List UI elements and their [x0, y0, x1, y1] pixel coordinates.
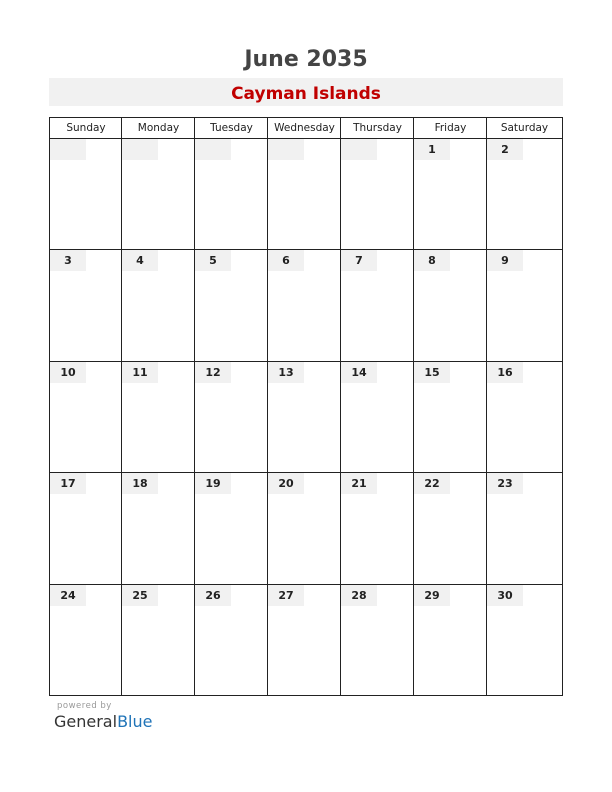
day-number: 11	[122, 362, 158, 383]
day-number: 19	[195, 473, 231, 494]
day-number: 13	[268, 362, 304, 383]
day-number	[50, 139, 86, 160]
day-cell	[195, 585, 267, 695]
day-number: 29	[414, 585, 450, 606]
day-cell	[487, 473, 561, 583]
empty-day-cell	[195, 139, 267, 249]
empty-day-cell	[341, 139, 413, 249]
day-cell	[268, 473, 340, 583]
day-number: 2	[487, 139, 523, 160]
day-cell	[50, 585, 121, 695]
day-cell	[487, 139, 561, 249]
day-cell	[50, 250, 121, 360]
day-number: 8	[414, 250, 450, 271]
day-cell	[487, 585, 561, 695]
empty-day-cell	[50, 139, 121, 249]
day-number: 20	[268, 473, 304, 494]
day-cell	[414, 250, 486, 360]
weekday-thursday: Thursday	[353, 122, 402, 134]
day-number: 3	[50, 250, 86, 271]
day-number: 10	[50, 362, 86, 383]
day-cell	[195, 362, 267, 472]
country-name: Cayman Islands	[231, 84, 381, 104]
weekday-saturday: Saturday	[500, 122, 549, 134]
day-number: 22	[414, 473, 450, 494]
day-cell	[487, 250, 561, 360]
weekday-tuesday: Tuesday	[210, 122, 253, 134]
day-number: 7	[341, 250, 377, 271]
day-number: 18	[122, 473, 158, 494]
brand-blue: Blue	[117, 712, 153, 731]
day-cell	[268, 585, 340, 695]
empty-day-cell	[122, 139, 194, 249]
weekday-wednesday: Wednesday	[274, 122, 335, 134]
day-number: 26	[195, 585, 231, 606]
generalblue-logo	[54, 712, 152, 731]
day-cell	[341, 585, 413, 695]
day-number: 15	[414, 362, 450, 383]
day-number: 4	[122, 250, 158, 271]
empty-day-cell	[268, 139, 340, 249]
day-number: 30	[487, 585, 523, 606]
day-number	[122, 139, 158, 160]
day-cell	[268, 250, 340, 360]
day-number: 16	[487, 362, 523, 383]
day-number: 24	[50, 585, 86, 606]
calendar-grid	[49, 117, 563, 696]
day-number: 9	[487, 250, 523, 271]
page-title: June 2035	[244, 47, 368, 72]
day-cell	[122, 585, 194, 695]
day-number: 1	[414, 139, 450, 160]
day-cell	[195, 250, 267, 360]
day-cell	[122, 473, 194, 583]
day-number: 28	[341, 585, 377, 606]
weekday-sunday: Sunday	[66, 122, 106, 134]
day-cell	[122, 362, 194, 472]
day-number	[268, 139, 304, 160]
day-cell	[50, 473, 121, 583]
day-number: 12	[195, 362, 231, 383]
day-cell	[195, 473, 267, 583]
day-cell	[414, 139, 486, 249]
weekday-monday: Monday	[137, 122, 180, 134]
day-cell	[341, 362, 413, 472]
day-cell	[414, 473, 486, 583]
powered-by-label: powered by	[57, 701, 112, 711]
weekday-friday: Friday	[434, 122, 467, 134]
day-number: 23	[487, 473, 523, 494]
day-number: 5	[195, 250, 231, 271]
day-cell	[487, 362, 561, 472]
day-number: 27	[268, 585, 304, 606]
day-number: 17	[50, 473, 86, 494]
brand-general: General	[54, 712, 118, 731]
day-cell	[414, 362, 486, 472]
day-number: 21	[341, 473, 377, 494]
day-number: 25	[122, 585, 158, 606]
day-cell	[341, 473, 413, 583]
day-cell	[268, 362, 340, 472]
day-number	[195, 139, 231, 160]
day-cell	[122, 250, 194, 360]
day-number: 6	[268, 250, 304, 271]
day-number: 14	[341, 362, 377, 383]
day-number	[341, 139, 377, 160]
day-cell	[50, 362, 121, 472]
day-cell	[414, 585, 486, 695]
day-cell	[341, 250, 413, 360]
